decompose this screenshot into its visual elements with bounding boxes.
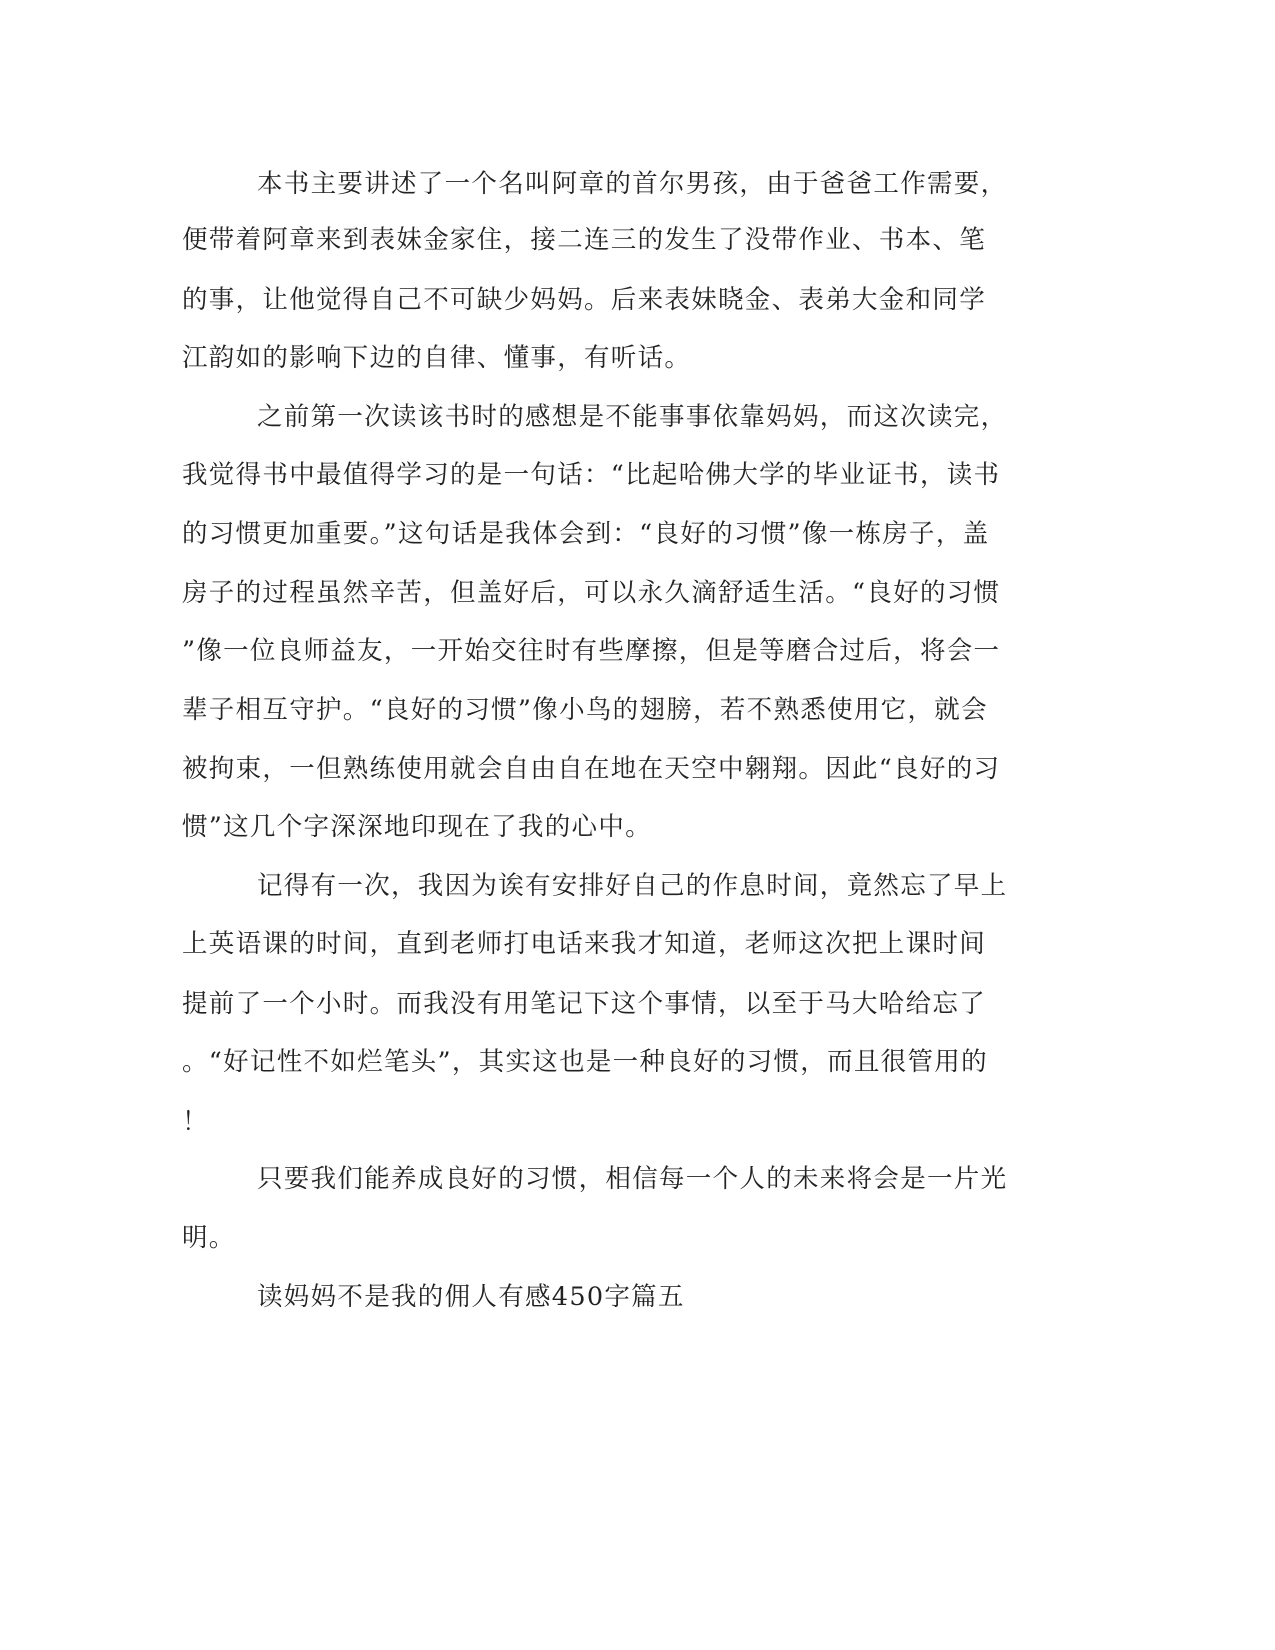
- paragraph-2-line-4: 房子的过程虽然辛苦，但盖好后，可以永久滴舒适生活。“良好的习惯: [182, 578, 1001, 608]
- paragraph-2-line-1: 之前第一次读该书时的感想是不能事事依靠妈妈，而这次读完，: [257, 402, 1008, 432]
- paragraph-2-line-8: 惯”这几个字深深地印现在了我的心中。: [182, 812, 652, 842]
- paragraph-2-line-5: ”像一位良师益友，一开始交往时有些摩擦，但是等磨合过后，将会一: [182, 636, 1001, 666]
- paragraph-3-line-5: ！: [182, 1107, 209, 1137]
- paragraph-4-line-1: 只要我们能养成良好的习惯，相信每一个人的未来将会是一片光: [257, 1164, 1008, 1194]
- paragraph-1-line-3: 的事，让他觉得自己不可缺少妈妈。后来表妹晓金、表弟大金和同学: [182, 285, 987, 315]
- paragraph-3-line-2: 上英语课的时间，直到老师打电话来我才知道，老师这次把上课时间: [182, 929, 987, 959]
- paragraph-2-line-2: 我觉得书中最值得学习的是一句话：“比起哈佛大学的毕业证书，读书: [182, 460, 1001, 490]
- paragraph-1-line-4: 江韵如的影响下边的自律、懂事，有听话。: [182, 343, 692, 373]
- paragraph-3-line-4: 。“好记性不如烂笔头”，其实这也是一种良好的习惯，而且很管用的: [182, 1047, 988, 1077]
- paragraph-3-line-1: 记得有一次，我因为诶有安排好自己的作息时间，竟然忘了早上: [257, 871, 1008, 901]
- paragraph-1-line-1: 本书主要讲述了一个名叫阿章的首尔男孩，由于爸爸工作需要，: [257, 169, 1008, 199]
- paragraph-1-line-2: 便带着阿章来到表妹金家住，接二连三的发生了没带作业、书本、笔: [182, 225, 987, 255]
- paragraph-4-line-2: 明。: [182, 1223, 236, 1253]
- paragraph-2-line-7: 被拘束，一但熟练使用就会自由自在地在天空中翱翔。因此“良好的习: [182, 754, 1001, 784]
- paragraph-3-line-3: 提前了一个小时。而我没有用笔记下这个事情，以至于马大哈给忘了: [182, 989, 987, 1019]
- paragraph-2-line-3: 的习惯更加重要。”这句话是我体会到：“良好的习惯”像一栋房子，盖: [182, 519, 990, 549]
- paragraph-2-line-6: 辈子相互守护。“良好的习惯”像小鸟的翅膀，若不熟悉使用它，就会: [182, 695, 988, 725]
- section-title: 读妈妈不是我的佣人有感450字篇五: [257, 1282, 685, 1312]
